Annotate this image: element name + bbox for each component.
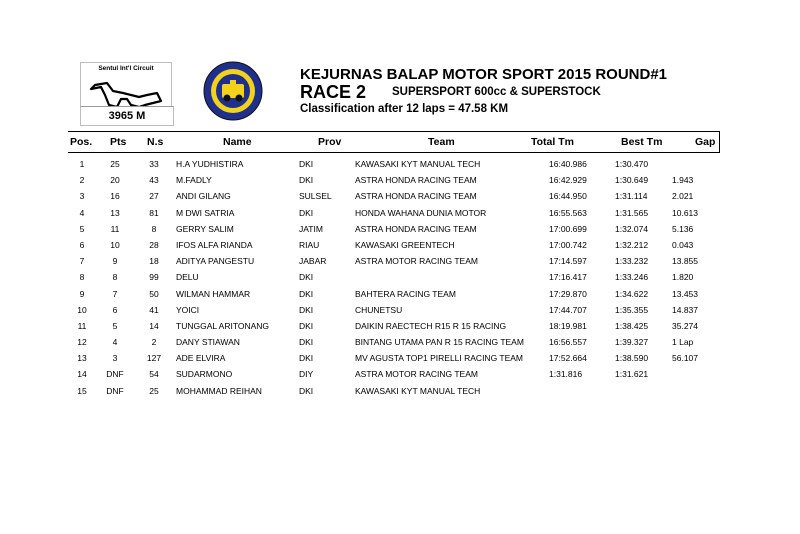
- cell-prov: DKI: [299, 337, 314, 348]
- cell-pos: 13: [77, 353, 87, 364]
- cell-name: TUNGGAL ARITONANG: [176, 320, 270, 331]
- cell-ns: 50: [149, 288, 159, 299]
- cell-total: 17:44.707: [549, 304, 587, 315]
- cell-best: 1:30.470: [615, 159, 649, 169]
- cell-prov: DKI: [299, 320, 314, 331]
- table-row: [68, 303, 719, 319]
- cell-pos: 15: [77, 385, 87, 396]
- table-row: [68, 367, 719, 383]
- circuit-length: 3965 M: [80, 106, 174, 126]
- cell-pts: 10: [110, 239, 120, 250]
- cell-best: 1:35.355: [615, 304, 649, 315]
- event-title: KEJURNAS BALAP MOTOR SPORT 2015 ROUND#1: [300, 66, 668, 83]
- cell-total: 16:55.563: [549, 207, 587, 218]
- cell-prov: DIY: [299, 369, 314, 380]
- cell-gap: 2.021: [672, 191, 694, 202]
- cell-name: ADITYA PANGESTU: [176, 256, 255, 267]
- cell-ns: 28: [149, 239, 159, 250]
- cell-pos: 1: [79, 159, 85, 169]
- cell-pos: 5: [79, 223, 85, 234]
- column-header-team: Team: [428, 136, 455, 148]
- cell-pos: 14: [77, 369, 87, 380]
- cell-prov: DKI: [299, 159, 314, 169]
- cell-pts: 6: [112, 304, 118, 315]
- cell-pts: 20: [110, 175, 120, 186]
- cell-gap: 13.453: [672, 288, 698, 299]
- cell-ns: 41: [149, 304, 159, 315]
- cell-prov: DKI: [299, 207, 314, 218]
- cell-prov: DKI: [299, 272, 314, 283]
- cell-pts: 25: [110, 159, 120, 169]
- cell-team: DAIKIN RAECTECH R15 R 15 RACING: [355, 320, 507, 331]
- cell-gap: 5.136: [672, 223, 694, 234]
- cell-total: 17:00.699: [549, 223, 587, 234]
- cell-name: YOICI: [176, 304, 200, 315]
- cell-pts: 11: [110, 223, 120, 234]
- cell-name: WILMAN HAMMAR: [176, 288, 251, 299]
- cell-team: MV AGUSTA TOP1 PIRELLI RACING TEAM: [355, 353, 524, 364]
- cell-ns: 25: [149, 385, 159, 396]
- race-name: RACE 2: [300, 82, 367, 102]
- column-header-pts: Pts: [110, 136, 127, 148]
- cell-total: 1:31.816: [549, 369, 583, 380]
- cell-ns: 99: [149, 272, 159, 283]
- cell-best: 1:32.074: [615, 223, 649, 234]
- cell-team: ASTRA MOTOR RACING TEAM: [355, 369, 478, 380]
- cell-best: 1:31.565: [615, 207, 649, 218]
- table-row: [68, 254, 719, 270]
- cell-total: 16:56.557: [549, 337, 587, 348]
- cell-pos: 2: [79, 175, 85, 186]
- cell-gap: 1.820: [672, 272, 694, 283]
- cell-pos: 11: [77, 320, 87, 331]
- cell-total: 17:14.597: [549, 256, 587, 267]
- cell-team: KAWASAKI GREENTECH: [355, 239, 455, 250]
- column-header-best: Best Tm: [621, 136, 663, 148]
- cell-pts: DNF: [106, 369, 124, 380]
- cell-ns: 8: [151, 223, 157, 234]
- imi-logo-icon: [200, 60, 266, 122]
- cell-ns: 18: [149, 256, 159, 267]
- cell-ns: 2: [151, 337, 157, 348]
- cell-prov: DKI: [299, 353, 314, 364]
- cell-best: 1:33.246: [615, 272, 649, 283]
- cell-prov: DKI: [299, 288, 314, 299]
- column-header-total: Total Tm: [531, 136, 574, 148]
- cell-best: 1:32.212: [615, 239, 649, 250]
- cell-name: MOHAMMAD REIHAN: [176, 385, 262, 396]
- cell-best: 1:30.649: [615, 175, 649, 186]
- cell-team: KAWASAKI KYT MANUAL TECH: [355, 159, 481, 169]
- cell-team: CHUNETSU: [355, 304, 403, 315]
- cell-name: IFOS ALFA RIANDA: [176, 239, 253, 250]
- cell-team: KAWASAKI KYT MANUAL TECH: [355, 385, 481, 396]
- circuit-name: Sentul Int'l Circuit: [98, 65, 154, 72]
- table-row: [68, 335, 719, 351]
- cell-pos: 7: [79, 256, 85, 267]
- cell-pos: 12: [77, 337, 87, 348]
- cell-gap: 1 Lap: [672, 337, 694, 348]
- race-category: SUPERSPORT 600cc & SUPERSTOCK: [392, 86, 601, 98]
- cell-total: 17:00.742: [549, 239, 587, 250]
- cell-best: 1:38.590: [615, 353, 649, 364]
- cell-best: 1:31.621: [615, 369, 649, 380]
- cell-ns: 33: [149, 159, 159, 169]
- cell-prov: DKI: [299, 385, 314, 396]
- cell-gap: 1.943: [672, 175, 694, 186]
- cell-pos: 3: [79, 191, 85, 202]
- cell-total: 18:19.981: [549, 320, 587, 331]
- cell-best: 1:33.232: [615, 256, 649, 267]
- results-table-header: [68, 131, 720, 153]
- cell-gap: 0.043: [672, 239, 694, 250]
- cell-name: DELU: [176, 272, 199, 283]
- table-row: [68, 222, 719, 238]
- cell-prov: DKI: [299, 304, 314, 315]
- column-header-ns: N.s: [147, 136, 164, 148]
- table-row: [68, 319, 719, 335]
- cell-gap: 14.837: [672, 304, 698, 315]
- table-row: [68, 157, 719, 173]
- cell-best: 1:39.327: [615, 337, 649, 348]
- cell-team: BAHTERA RACING TEAM: [355, 288, 456, 299]
- cell-ns: 43: [149, 175, 159, 186]
- table-row: [68, 270, 719, 286]
- cell-name: ADE ELVIRA: [176, 353, 226, 364]
- column-header-pos: Pos.: [70, 136, 93, 148]
- cell-gap: 35.274: [672, 320, 698, 331]
- cell-ns: 54: [149, 369, 159, 380]
- cell-prov: RIAU: [299, 239, 320, 250]
- cell-best: 1:31.114: [615, 191, 648, 202]
- cell-team: ASTRA MOTOR RACING TEAM: [355, 256, 478, 267]
- cell-name: M.FADLY: [176, 175, 212, 186]
- cell-prov: JATIM: [299, 223, 323, 234]
- cell-team: ASTRA HONDA RACING TEAM: [355, 175, 477, 186]
- cell-ns: 14: [149, 320, 159, 331]
- table-row: [68, 384, 719, 400]
- cell-gap: 10.613: [672, 207, 698, 218]
- cell-pos: 4: [79, 207, 85, 218]
- cell-total: 17:29.870: [549, 288, 587, 299]
- table-row: [68, 351, 719, 367]
- cell-pts: 9: [112, 256, 118, 267]
- cell-pos: 10: [77, 304, 87, 315]
- table-row: [68, 206, 719, 222]
- cell-ns: 27: [149, 191, 159, 202]
- cell-team: ASTRA HONDA RACING TEAM: [355, 223, 477, 234]
- cell-team: HONDA WAHANA DUNIA MOTOR: [355, 207, 487, 218]
- table-row: [68, 173, 719, 189]
- cell-best: 1:38.425: [615, 320, 649, 331]
- cell-pos: 6: [79, 239, 85, 250]
- cell-total: 16:40.986: [549, 159, 587, 169]
- cell-total: 17:16.417: [549, 272, 587, 283]
- cell-pts: 13: [110, 207, 120, 218]
- cell-pts: 5: [112, 320, 118, 331]
- cell-name: M DWI SATRIA: [176, 207, 235, 218]
- cell-gap: 13.855: [672, 256, 698, 267]
- cell-total: 16:44.950: [549, 191, 587, 202]
- cell-pts: 16: [110, 191, 120, 202]
- cell-pos: 8: [79, 272, 85, 283]
- cell-ns: 127: [146, 353, 162, 364]
- cell-gap: 56.107: [672, 353, 698, 364]
- cell-best: 1:34.622: [615, 288, 649, 299]
- cell-team: ASTRA HONDA RACING TEAM: [355, 191, 477, 202]
- cell-total: 17:52.664: [549, 353, 587, 364]
- classification-note: Classification after 12 laps = 47.58 KM: [300, 103, 509, 115]
- cell-name: SUDARMONO: [176, 369, 233, 380]
- cell-pts: 4: [112, 337, 118, 348]
- table-row: [68, 287, 719, 303]
- cell-prov: JABAR: [299, 256, 327, 267]
- cell-pts: 8: [112, 272, 118, 283]
- cell-name: GERRY SALIM: [176, 223, 234, 234]
- cell-pts: 7: [112, 288, 118, 299]
- cell-pts: DNF: [106, 385, 124, 396]
- cell-pts: 3: [112, 353, 118, 364]
- cell-total: 16:42.929: [549, 175, 587, 186]
- cell-name: H.A YUDHISTIRA: [176, 159, 244, 169]
- cell-ns: 81: [149, 207, 159, 218]
- cell-team: BINTANG UTAMA PAN R 15 RACING TEAM: [355, 337, 524, 348]
- table-row: [68, 238, 719, 254]
- cell-prov: DKI: [299, 175, 314, 186]
- results-table-body: [68, 157, 719, 400]
- cell-prov: SULSEL: [299, 191, 332, 202]
- table-row: [68, 189, 719, 205]
- cell-name: ANDI GILANG: [176, 191, 231, 202]
- cell-pos: 9: [79, 288, 85, 299]
- column-header-prov: Prov: [318, 136, 342, 148]
- cell-name: DANY STIAWAN: [176, 337, 240, 348]
- column-header-gap: Gap: [695, 136, 716, 148]
- column-header-name: Name: [223, 136, 252, 148]
